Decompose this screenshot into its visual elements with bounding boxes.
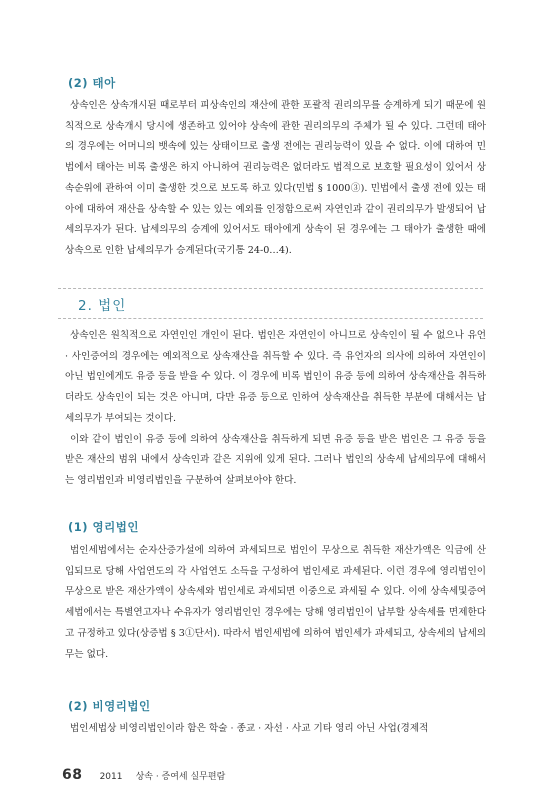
section-heading-for-profit: (1) 영리법인: [68, 520, 139, 534]
fetus-text: 상속인은 상속개시된 때로부터 피상속인의 재산에 관한 포괄적 권리의무를 승계하게 되기 때문에 원칙적으로 상속개시 당시에 생존하고 있어야 상속에 관한 권리의무의 주체가 될 수 있다. 그런데 태아의 경우에는 어머니의 뱃속에 있는 상태이므로 출생 전에는 권리능력이 있을 수 없다. 이에 대하여 민법에서 태아는 비록 출생은 하지 아니하여 권리능력은 없더라도 법적으로 보호할 필요성이 있어서 상속순위에 관하여 이미 출생한 것으로 보도록 하고 있다(민법 § 1000③). 민법에서 출생 전에 있는 태아에 대하여 재산을 상속할 수 있는 있는 예외를 인정함으로써 자연인과 같이 권리의무가 발생되어 납세의무자가 된다. 납세의무의 승계에 있어서도 태아에게 상속이 된 경우에는 그 태아가 출생한 때에 상속으로 인한 납세의무가 승계된다(국기통 24-0…4).: [65, 100, 486, 256]
page-number: 68: [62, 767, 83, 783]
footer-book-title: 상속 · 증여세 실무편람: [135, 772, 226, 782]
corporation-text-1: 상속인은 원칙적으로 자연인인 개인이 된다. 법인은 자연인이 아니므로 상속인이 될 수 없으나 유언 · 사인증여의 경우에는 예외적으로 상속재산을 취득할 수 있다. 즉 유언자의 의사에 의하여 자연인이 아닌 법인에게도 유증 등을 받을 수 있다. 이 경우에 비록 법인이 유증 등에 의하여 상속재산을 취득하더라도 상속인이 되는 것은 아니며, 다만 유증 등으로 인하여 상속재산을 취득한 부분에 대해서는 납세의무가 부여되는 것이다.: [65, 330, 486, 424]
section-divider-bottom: [58, 318, 483, 319]
footer-year: 2011: [99, 772, 123, 782]
for-profit-paragraph: [65, 541, 486, 665]
non-profit-text: 법인세법상 비영리법인이라 함은 학술 · 종교 · 자선 · 사교 기타 영리 아닌 사업(경제적: [70, 723, 429, 734]
page-footer: [62, 764, 225, 783]
section-heading-non-profit: (2) 비영리법인: [68, 699, 151, 713]
fetus-paragraph: [65, 96, 486, 262]
for-profit-text: 법인세법에서는 순자산증가설에 의하여 과세되므로 법인이 무상으로 취득한 재산가액은 익금에 산입되므로 당해 사업연도의 각 사업연도 소득을 구성하여 법인세로 과세된다. 이런 경우에 영리법인이 무상으로 받은 재산가액이 상속세와 법인세로 과세되면 이중으로 과세될 수 있다. 이에 상속세및증여세법에서는 특별연고자나 수유자가 영리법인인 경우에는 당해 영리법인이 납부할 상속세를 면제한다고 규정하고 있다(상증법 § 3①단서). 따라서 법인세법에 의하여 법인세가 과세되고, 상속세의 납세의무는 없다.: [65, 545, 486, 660]
non-profit-paragraph: [65, 719, 486, 740]
corporation-text-2: 이와 같이 법인이 유증 등에 의하여 상속재산을 취득하게 되면 유증 등을 받은 법인은 그 유증 등을 받은 재산의 범위 내에서 상속인과 같은 지위에 있게 된다. 그러나 법인의 상속세 납세의무에 대해서는 영리법인과 비영리법인을 구분하여 살펴보아야 한다.: [65, 433, 486, 486]
section-heading-corporation: 2. 법인: [78, 298, 127, 314]
section-divider-top: [58, 288, 483, 289]
section-heading-fetus: (2) 태아: [68, 76, 116, 90]
corporation-paragraphs: [65, 326, 486, 492]
